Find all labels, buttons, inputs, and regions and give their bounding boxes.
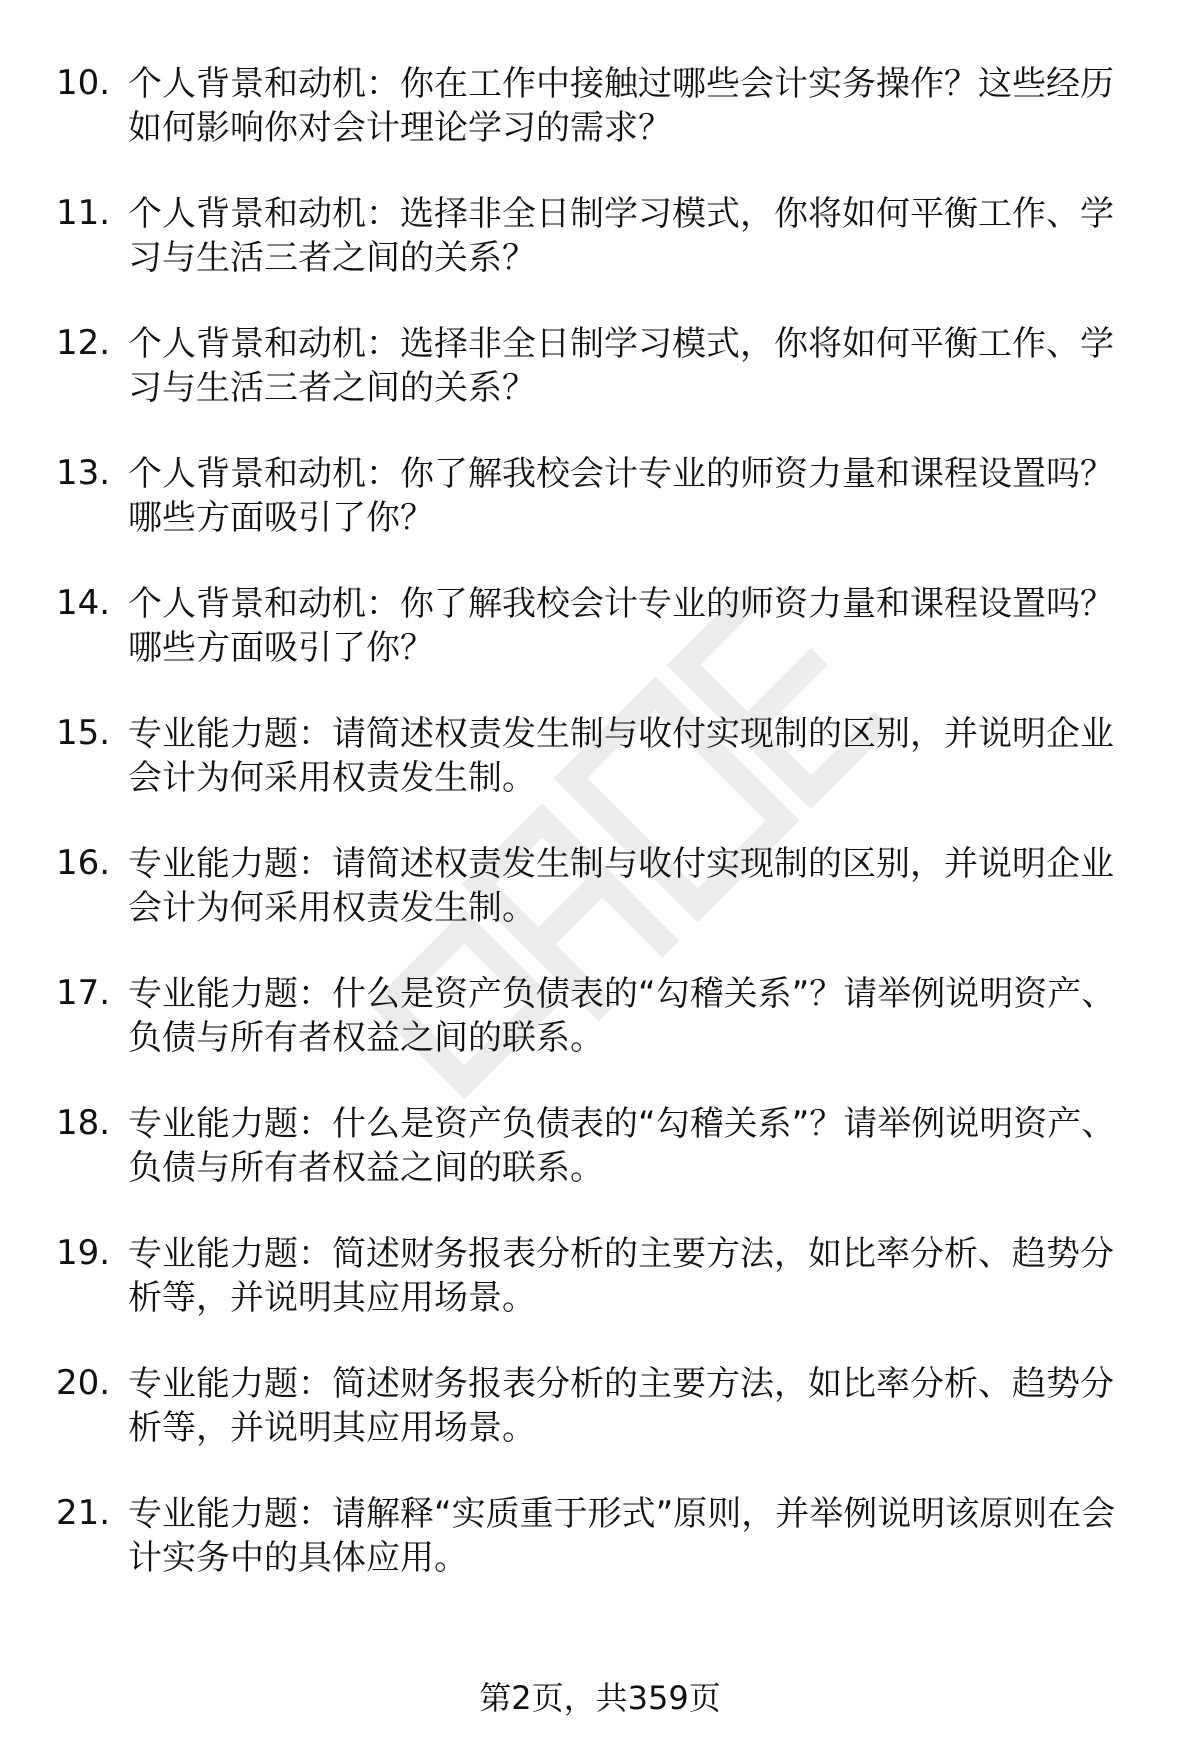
question-item (0, 62, 1200, 192)
question-item (0, 842, 1200, 972)
question-number: 17. (56, 973, 111, 1013)
question-text: 专业能力题：什么是资产负债表的“勾稽关系”？请举例说明资产、负债与所有者权益之间的联系。 (128, 974, 1116, 1058)
question-text: 专业能力题：简述财务报表分析的主要方法，如比率分析、趋势分析等，并说明其应用场景。 (128, 1234, 1114, 1318)
question-number: 14. (56, 583, 111, 623)
question-number: 21. (56, 1493, 111, 1533)
question-number: 16. (56, 843, 111, 883)
question-text: 个人背景和动机：选择非全日制学习模式，你将如何平衡工作、学习与生活三者之间的关系？ (128, 194, 1114, 278)
question-number: 13. (56, 453, 111, 493)
question-item (0, 322, 1200, 452)
question-text: 个人背景和动机：你了解我校会计专业的师资力量和课程设置吗？哪些方面吸引了你？ (128, 584, 1114, 668)
question-text: 专业能力题：请解释“实质重于形式”原则，并举例说明该原则在会计实务中的具体应用。 (128, 1494, 1116, 1578)
question-item (0, 972, 1200, 1102)
question-number: 12. (56, 323, 111, 363)
question-number: 18. (56, 1103, 111, 1143)
question-item (0, 582, 1200, 712)
question-number: 20. (56, 1363, 111, 1403)
question-item (0, 1362, 1200, 1492)
question-item (0, 1232, 1200, 1362)
question-number: 19. (56, 1233, 111, 1273)
question-number: 15. (56, 713, 111, 753)
question-text: 专业能力题：简述财务报表分析的主要方法，如比率分析、趋势分析等，并说明其应用场景。 (128, 1364, 1114, 1448)
question-item (0, 712, 1200, 842)
question-text: 专业能力题：请简述权责发生制与收付实现制的区别，并说明企业会计为何采用权责发生制。 (128, 714, 1114, 798)
question-list (0, 62, 1200, 1622)
question-text: 个人背景和动机：选择非全日制学习模式，你将如何平衡工作、学习与生活三者之间的关系？ (128, 324, 1114, 408)
question-text: 专业能力题：请简述权责发生制与收付实现制的区别，并说明企业会计为何采用权责发生制。 (128, 844, 1114, 928)
question-item (0, 1102, 1200, 1232)
question-text: 个人背景和动机：你在工作中接触过哪些会计实务操作？这些经历如何影响你对会计理论学习的需求？ (128, 64, 1114, 148)
page-footer: 第2页，共359页 (479, 1679, 721, 1717)
question-text: 个人背景和动机：你了解我校会计专业的师资力量和课程设置吗？哪些方面吸引了你？ (128, 454, 1114, 538)
question-number: 10. (56, 63, 111, 103)
question-item (0, 192, 1200, 322)
question-number: 11. (56, 193, 111, 233)
question-text: 专业能力题：什么是资产负债表的“勾稽关系”？请举例说明资产、负债与所有者权益之间的联系。 (128, 1104, 1116, 1188)
question-item (0, 1492, 1200, 1622)
question-item (0, 452, 1200, 582)
